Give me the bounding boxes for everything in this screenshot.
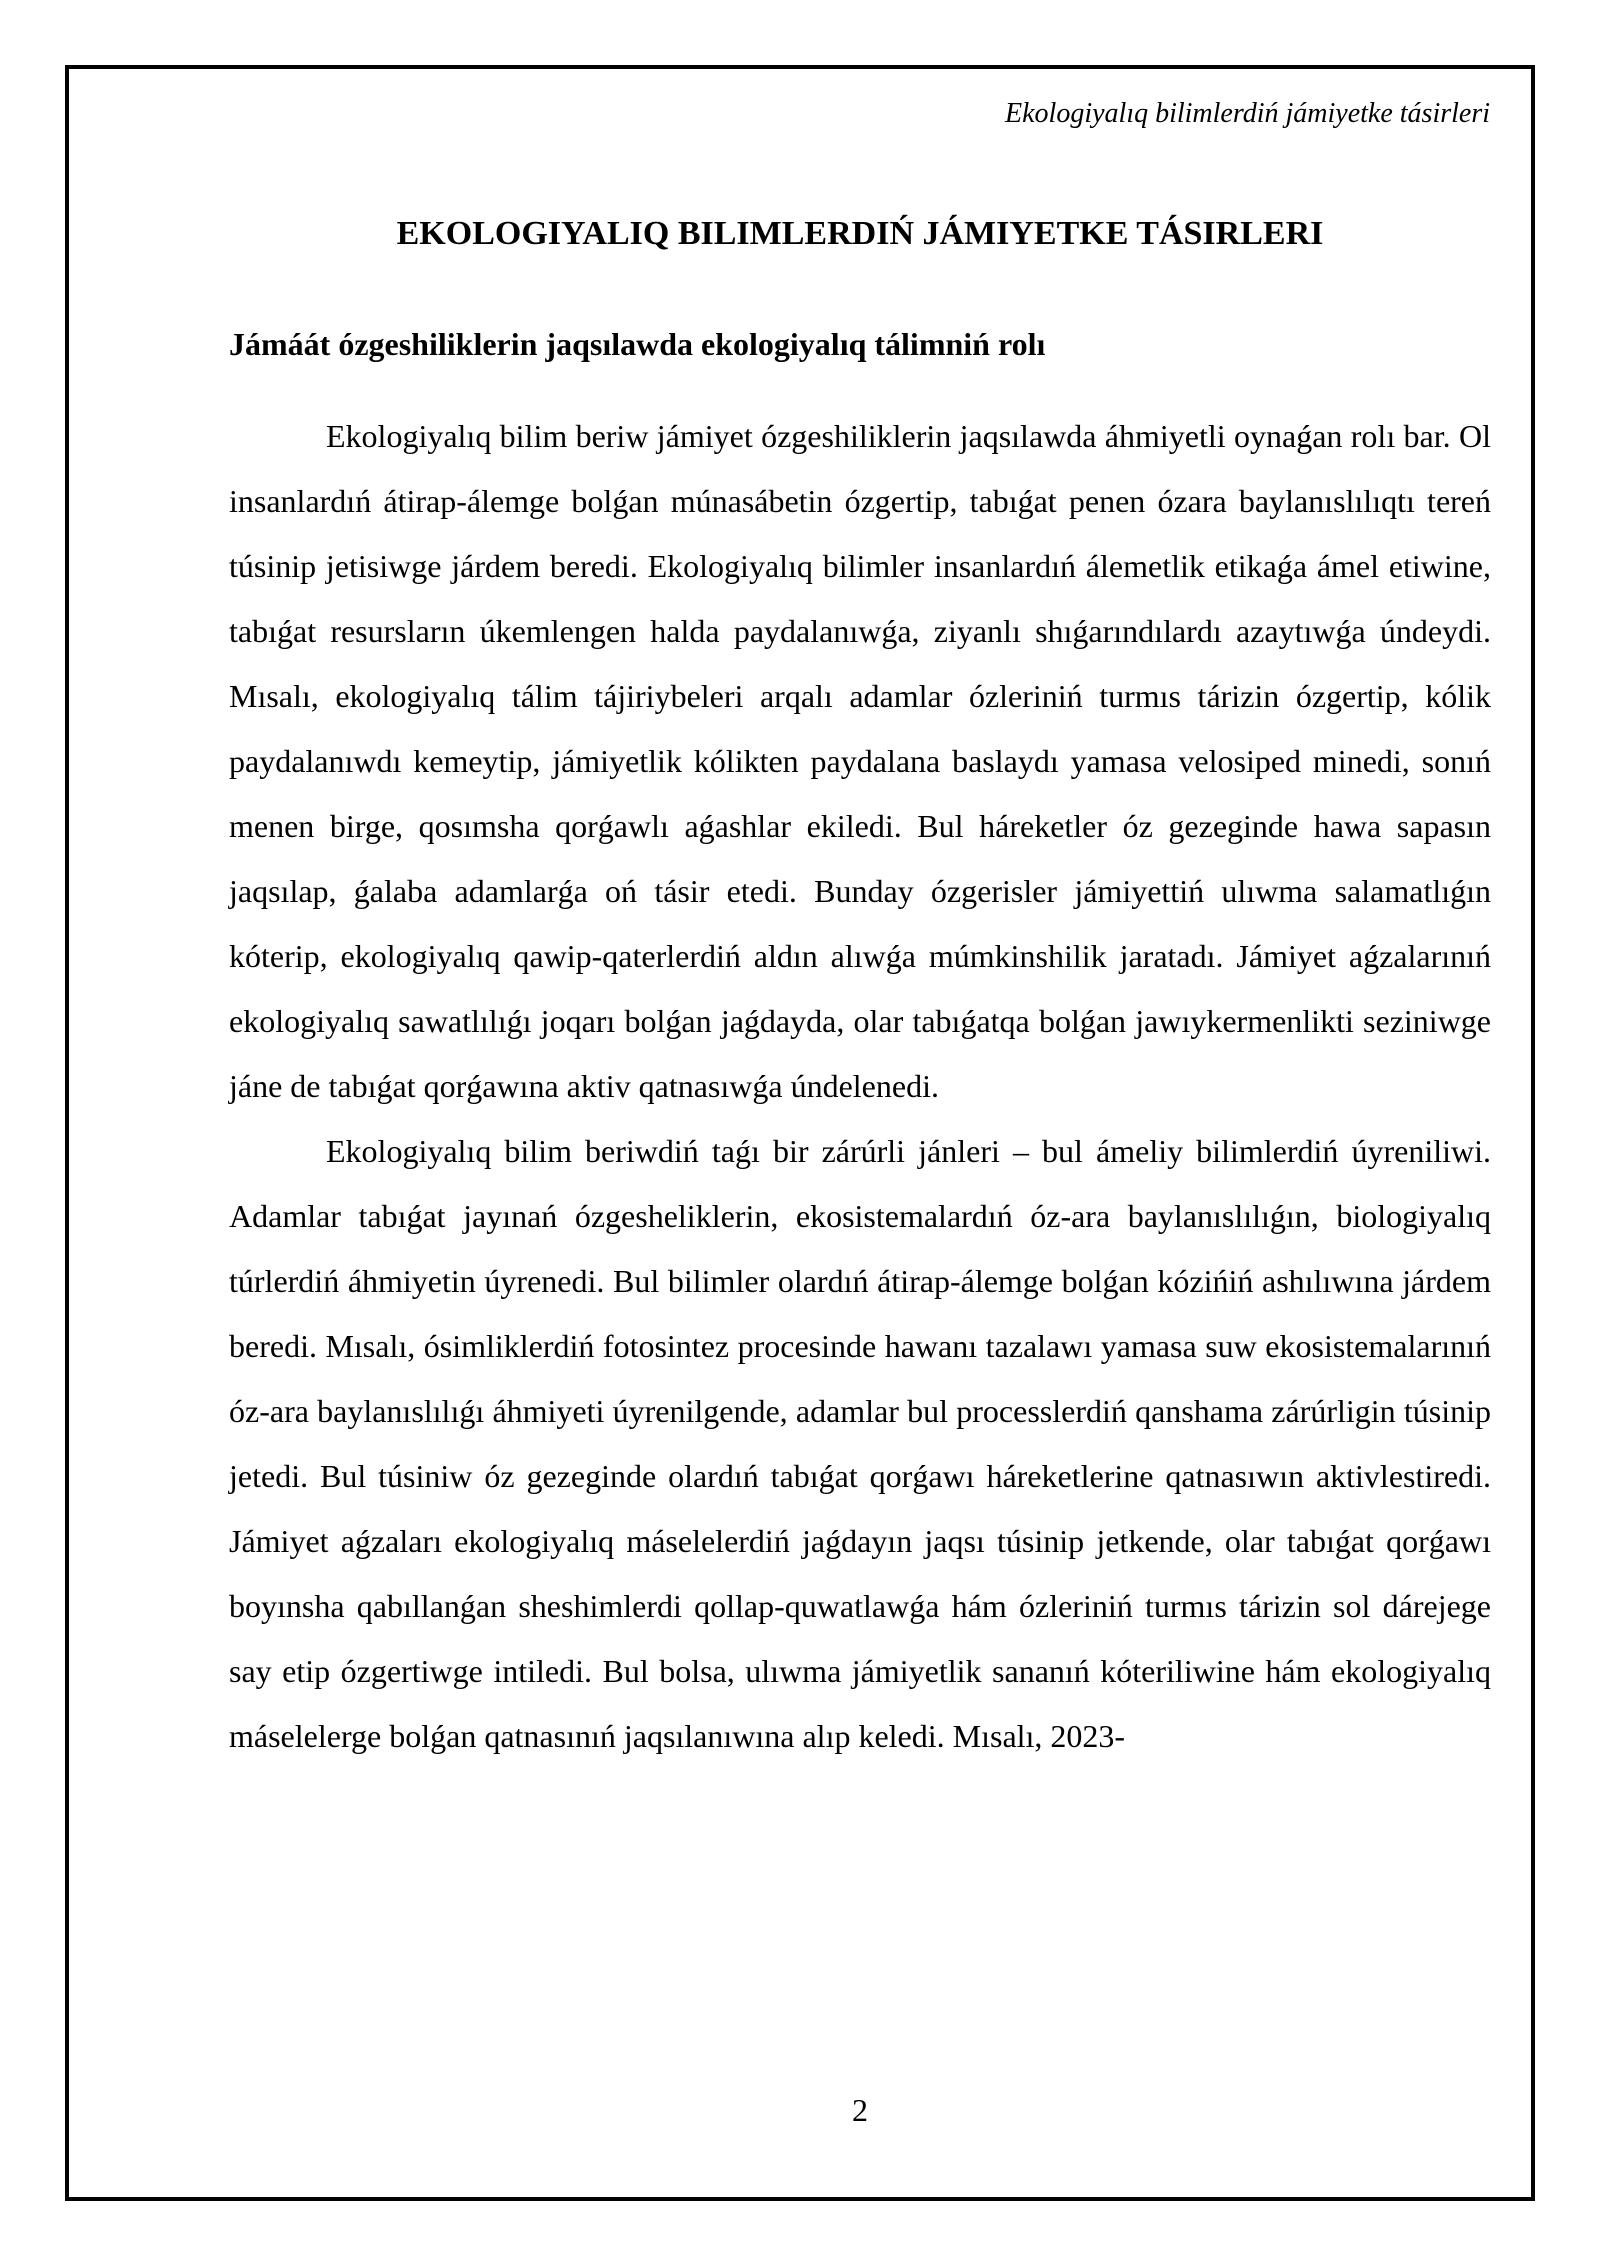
document-title: EKOLOGIYALIQ BILIMLERDIŃ JÁMIYETKE TÁSIRLERI — [396, 215, 1324, 252]
paragraph: Ekologiyalıq bilim beriwdiń taǵı bir zárúrli jánleri – bul ámeliy bilimlerdiń úyreniliwi. Adamlar tabıǵat jayınań ózgesheliklerin, ekosistemalardıń óz-ara baylanıslılıǵın, biologiyalıq túrlerdiń áhmiyetin úyrenedi. Bul bilimler olardıń átirap-álemge bolǵan kózińiń ashılıwına járdem beredi. Mısalı, ósimliklerdiń fotosintez procesinde hawanı tazalawı yamasa suw ekosistemalarınıń óz-ara baylanıslılıǵı áhmiyeti úyrenilgende, adamlar bul processlerdiń qanshama zárúrligin túsinip jetedi. Bul túsiniw óz gezeginde olardıń tabıǵat qorǵawı háreketlerine qatnasıwın aktivlestiredi. Jámiyet aǵzaları ekologiyalıq máselelerdiń jaǵdayın jaqsı túsinip jetkende, olar tabıǵat qorǵawı boyınsha qabıllanǵan sheshimlerdi qollap-quwatlawǵa hám ózleriniń turmıs tárizin sol dárejege say etip ózgertiwge intiledi. Bul bolsa, ulıwma jámiyetlik sananıń kóteriliwine hám ekologiyalıq máselelerge bolǵan qatnasınıń jaqsılanıwına alıp keledi. Mısalı, 2023- — [229, 1133, 1491, 1754]
page-number: 2 — [852, 2092, 868, 2128]
running-header: Ekologiyalıq bilimlerdiń jámiyetke tásirleri — [1005, 98, 1490, 129]
paragraph: Ekologiyalıq bilim beriw jámiyet ózgeshiliklerin jaqsılawda áhmiyetli oynaǵan rolı bar. Ol insanlardıń átirap-álemge bolǵan múnasábetin ózgertip, tabıǵat penen ózara baylanıslılıqtı tereń túsinip jetisiwge járdem beredi. Ekologiyalıq bilimler insanlardıń álemetlik etikaǵa ámel etiwine, tabıǵat resursların úkemlengen halda paydalanıwǵa, ziyanlı shıǵarındılardı azaytıwǵa úndeydi. Mısalı, ekologiyalıq tálim tájiriybeleri arqalı adamlar ózleriniń turmıs tárizin ózgertip, kólik paydalanıwdı kemeytip, jámiyetlik kólikten paydalana baslaydı yamasa velosiped minedi, sonıń menen birge, qosımsha qorǵawlı aǵashlar ekiledi. Bul háreketler óz gezeginde hawa sapasın jaqsılap, ǵalaba adamlarǵa oń tásir etedi. Bunday ózgerisler jámiyettiń ulıwma salamatlıǵın kóterip, ekologiyalıq qawip-qaterlerdiń aldın alıwǵa múmkinshilik jaratadı. Jámiyet aǵzalarınıń ekologiyalıq sawatlılıǵı joqarı bolǵan jaǵdayda, olar tabıǵatqa bolǵan jawıykermenlikti seziniwge jáne de tabıǵat qorǵawına aktiv qatnasıwǵa úndelenedi. — [229, 418, 1491, 1104]
section-heading: Jámáát ózgeshiliklerin jaqsılawda ekologiyalıq tálimniń rolı — [229, 326, 1046, 362]
body-text — [229, 404, 1491, 1769]
